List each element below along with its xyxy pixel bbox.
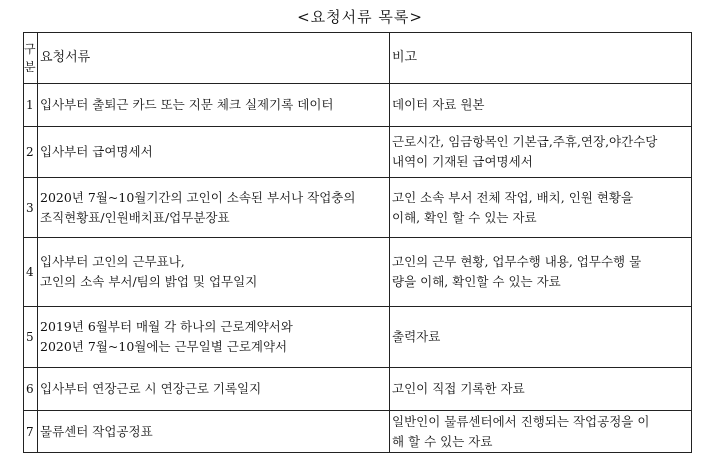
row-document: [38, 84, 390, 127]
document-line: 물류센터 작업공정표: [40, 423, 153, 439]
row-document: [38, 411, 390, 453]
header-number: [24, 33, 38, 84]
row-document: [38, 307, 390, 368]
table-row: [24, 411, 692, 453]
row-number: 5: [24, 307, 38, 368]
note-line: 데이터 자료 원본: [392, 97, 485, 112]
note-line: 량을 이해, 확인할 수 있는 자료: [392, 274, 561, 289]
row-number: 3: [24, 178, 38, 238]
document-line: 2019년 6월부터 매월 각 하나의 근로계약서와: [40, 319, 293, 334]
header-number-line: 분: [24, 60, 36, 74]
row-number: 7: [24, 411, 38, 453]
header-number-line: 구: [24, 42, 36, 56]
document-line: 2020년 7월~10월에는 근무일별 근로계약서: [40, 339, 288, 354]
document-line: 입사부터 출퇴근 카드 또는 지문 체크 실제기록 데이터: [40, 97, 334, 112]
header-documents: 요청서류: [38, 33, 390, 84]
header-notes: 비고: [390, 33, 692, 84]
row-number: 2: [24, 127, 38, 178]
note-line: 내역이 기재된 급여명세서: [392, 154, 533, 169]
document-line: 2020년 7월~10월기간의 고인이 소속된 부서나 작업충의: [40, 189, 356, 205]
document-line: 입사부터 고인의 근무표나,: [40, 254, 185, 269]
row-document: [38, 368, 390, 411]
note-line: 고인의 근무 현황, 업무수행 내용, 업무수행 물: [392, 254, 642, 269]
row-note: [390, 178, 692, 238]
table-row: [24, 127, 692, 178]
table-header-row: [24, 33, 692, 84]
row-document: [38, 238, 390, 307]
row-note: [390, 411, 692, 453]
note-line: 출력자료: [392, 329, 441, 344]
row-note: [390, 368, 692, 411]
document-line: 고인의 소속 부서/팀의 밝업 및 업무일지: [40, 274, 258, 289]
row-note: [390, 127, 692, 178]
row-number: 6: [24, 368, 38, 411]
row-note: [390, 238, 692, 307]
note-line: 고인 소속 부서 전체 작업, 배치, 인원 현황을: [392, 189, 634, 205]
note-line: 이해, 확인 할 수 있는 자료: [392, 209, 537, 225]
table-row: [24, 84, 692, 127]
document-line: 입사부터 연장근로 시 연장근로 기록일지: [40, 381, 262, 396]
row-document: [38, 178, 390, 238]
document-line: 입사부터 급여명세서: [40, 144, 153, 159]
row-document: [38, 127, 390, 178]
table-row: [24, 368, 692, 411]
request-documents-table: [23, 32, 692, 453]
table-row: [24, 307, 692, 368]
note-line: 해 할 수 있는 자료: [392, 433, 493, 449]
row-number: 4: [24, 238, 38, 307]
table-row: [24, 238, 692, 307]
document-title: <요청서류 목록>: [297, 8, 423, 26]
row-note: [390, 307, 692, 368]
note-line: 일반인이 물류센터에서 진행되는 작업공정을 이: [392, 413, 650, 429]
document-line: 조직현황표/인원배치표/업무분장표: [40, 209, 230, 225]
note-line: 근로시간, 임금항목인 기본급,주휴,연장,야간수당: [392, 134, 658, 149]
table-row: [24, 178, 692, 238]
row-number: 1: [24, 84, 38, 127]
row-note: [390, 84, 692, 127]
note-line: 고인이 직접 기록한 자료: [392, 381, 525, 396]
